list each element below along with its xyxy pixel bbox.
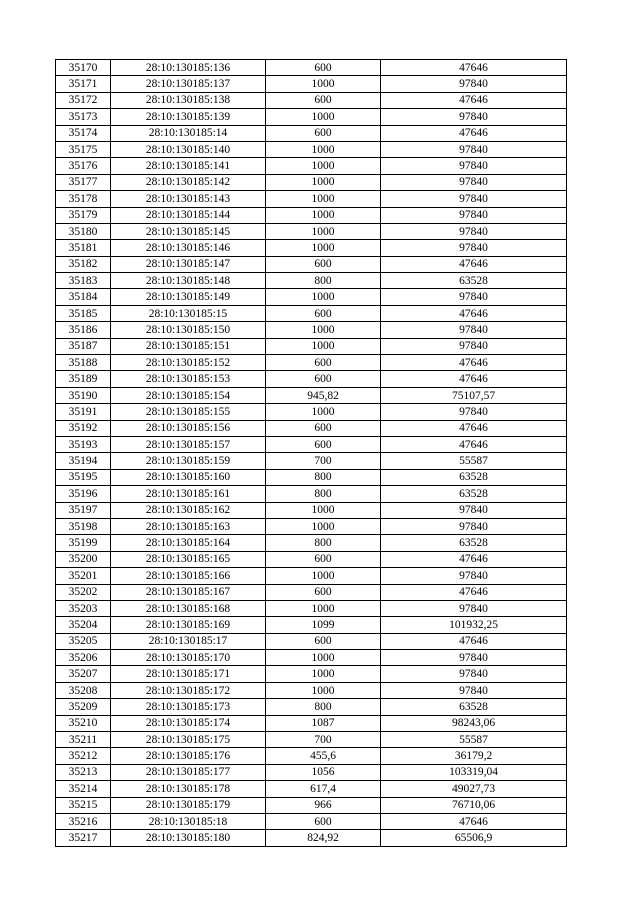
- table-row: [56, 240, 567, 256]
- row-number-cell: 35217: [56, 830, 111, 846]
- area-cell: 1000: [266, 666, 381, 682]
- cadastral-number-cell: 28:10:130185:173: [111, 699, 266, 715]
- table-row: [56, 584, 567, 600]
- area-cell: 1000: [266, 518, 381, 534]
- area-cell: 945,82: [266, 387, 381, 403]
- value-cell: 98243,06: [381, 715, 567, 731]
- cadastral-number-cell: 28:10:130185:142: [111, 174, 266, 190]
- table-row: [56, 174, 567, 190]
- value-cell: 97840: [381, 404, 567, 420]
- table-row: [56, 732, 567, 748]
- row-number-cell: 35200: [56, 551, 111, 567]
- cadastral-number-cell: 28:10:130185:178: [111, 781, 266, 797]
- cadastral-number-cell: 28:10:130185:177: [111, 764, 266, 780]
- table-row: [56, 682, 567, 698]
- row-number-cell: 35184: [56, 289, 111, 305]
- cadastral-number-cell: 28:10:130185:166: [111, 568, 266, 584]
- value-cell: 47646: [381, 305, 567, 321]
- table-row: [56, 781, 567, 797]
- row-number-cell: 35175: [56, 141, 111, 157]
- value-cell: 97840: [381, 502, 567, 518]
- cadastral-number-cell: 28:10:130185:145: [111, 223, 266, 239]
- value-cell: 55587: [381, 732, 567, 748]
- row-number-cell: 35190: [56, 387, 111, 403]
- table-row: [56, 109, 567, 125]
- cadastral-number-cell: 28:10:130185:155: [111, 404, 266, 420]
- table-row: [56, 617, 567, 633]
- table-row: [56, 256, 567, 272]
- row-number-cell: 35206: [56, 650, 111, 666]
- row-number-cell: 35191: [56, 404, 111, 420]
- table-row: [56, 60, 567, 76]
- table-row: [56, 797, 567, 813]
- cadastral-number-cell: 28:10:130185:153: [111, 371, 266, 387]
- table-row: [56, 273, 567, 289]
- area-cell: 1087: [266, 715, 381, 731]
- area-cell: 600: [266, 371, 381, 387]
- value-cell: 47646: [381, 355, 567, 371]
- table-row: [56, 289, 567, 305]
- cadastral-number-cell: 28:10:130185:154: [111, 387, 266, 403]
- row-number-cell: 35211: [56, 732, 111, 748]
- cadastral-number-cell: 28:10:130185:171: [111, 666, 266, 682]
- row-number-cell: 35209: [56, 699, 111, 715]
- value-cell: 63528: [381, 469, 567, 485]
- row-number-cell: 35181: [56, 240, 111, 256]
- row-number-cell: 35178: [56, 191, 111, 207]
- row-number-cell: 35194: [56, 453, 111, 469]
- table-row: [56, 764, 567, 780]
- area-cell: 600: [266, 436, 381, 452]
- table-row: [56, 551, 567, 567]
- area-cell: 700: [266, 453, 381, 469]
- table-row: [56, 191, 567, 207]
- value-cell: 49027,73: [381, 781, 567, 797]
- value-cell: 97840: [381, 338, 567, 354]
- area-cell: 1000: [266, 682, 381, 698]
- cadastral-number-cell: 28:10:130185:180: [111, 830, 266, 846]
- cadastral-number-cell: 28:10:130185:163: [111, 518, 266, 534]
- area-cell: 1056: [266, 764, 381, 780]
- row-number-cell: 35199: [56, 535, 111, 551]
- table-row: [56, 748, 567, 764]
- cadastral-number-cell: 28:10:130185:149: [111, 289, 266, 305]
- area-cell: 1000: [266, 600, 381, 616]
- area-cell: 824,92: [266, 830, 381, 846]
- row-number-cell: 35189: [56, 371, 111, 387]
- row-number-cell: 35179: [56, 207, 111, 223]
- value-cell: 47646: [381, 125, 567, 141]
- cadastral-number-cell: 28:10:130185:139: [111, 109, 266, 125]
- cadastral-number-cell: 28:10:130185:151: [111, 338, 266, 354]
- cadastral-number-cell: 28:10:130185:169: [111, 617, 266, 633]
- area-cell: 800: [266, 469, 381, 485]
- area-cell: 800: [266, 535, 381, 551]
- value-cell: 47646: [381, 60, 567, 76]
- table-row: [56, 486, 567, 502]
- value-cell: 47646: [381, 551, 567, 567]
- area-cell: 1000: [266, 568, 381, 584]
- area-cell: 600: [266, 305, 381, 321]
- table-row: [56, 420, 567, 436]
- area-cell: 600: [266, 92, 381, 108]
- area-cell: 1000: [266, 141, 381, 157]
- row-number-cell: 35215: [56, 797, 111, 813]
- value-cell: 47646: [381, 436, 567, 452]
- value-cell: 63528: [381, 486, 567, 502]
- cadastral-number-cell: 28:10:130185:136: [111, 60, 266, 76]
- row-number-cell: 35185: [56, 305, 111, 321]
- cadastral-number-cell: 28:10:130185:161: [111, 486, 266, 502]
- value-cell: 97840: [381, 223, 567, 239]
- row-number-cell: 35198: [56, 518, 111, 534]
- cadastral-number-cell: 28:10:130185:14: [111, 125, 266, 141]
- area-cell: 1000: [266, 322, 381, 338]
- area-cell: 600: [266, 60, 381, 76]
- row-number-cell: 35196: [56, 486, 111, 502]
- row-number-cell: 35216: [56, 813, 111, 829]
- cadastral-number-cell: 28:10:130185:147: [111, 256, 266, 272]
- area-cell: 1000: [266, 338, 381, 354]
- row-number-cell: 35192: [56, 420, 111, 436]
- value-cell: 65506,9: [381, 830, 567, 846]
- cadastral-number-cell: 28:10:130185:140: [111, 141, 266, 157]
- area-cell: 1000: [266, 289, 381, 305]
- table-row: [56, 141, 567, 157]
- row-number-cell: 35202: [56, 584, 111, 600]
- value-cell: 97840: [381, 174, 567, 190]
- table-row: [56, 305, 567, 321]
- area-cell: 1000: [266, 174, 381, 190]
- cadastral-number-cell: 28:10:130185:150: [111, 322, 266, 338]
- value-cell: 97840: [381, 322, 567, 338]
- value-cell: 97840: [381, 666, 567, 682]
- area-cell: 800: [266, 273, 381, 289]
- cadastral-number-cell: 28:10:130185:168: [111, 600, 266, 616]
- cadastral-number-cell: 28:10:130185:144: [111, 207, 266, 223]
- value-cell: 101932,25: [381, 617, 567, 633]
- cadastral-number-cell: 28:10:130185:175: [111, 732, 266, 748]
- area-cell: 1000: [266, 502, 381, 518]
- value-cell: 97840: [381, 158, 567, 174]
- value-cell: 63528: [381, 699, 567, 715]
- cadastral-number-cell: 28:10:130185:176: [111, 748, 266, 764]
- value-cell: 97840: [381, 207, 567, 223]
- area-cell: 455,6: [266, 748, 381, 764]
- value-cell: 47646: [381, 584, 567, 600]
- row-number-cell: 35205: [56, 633, 111, 649]
- table-row: [56, 568, 567, 584]
- row-number-cell: 35182: [56, 256, 111, 272]
- area-cell: 1099: [266, 617, 381, 633]
- row-number-cell: 35212: [56, 748, 111, 764]
- row-number-cell: 35177: [56, 174, 111, 190]
- value-cell: 63528: [381, 273, 567, 289]
- table-row: [56, 469, 567, 485]
- table-row: [56, 453, 567, 469]
- row-number-cell: 35176: [56, 158, 111, 174]
- area-cell: 700: [266, 732, 381, 748]
- row-number-cell: 35201: [56, 568, 111, 584]
- cadastral-number-cell: 28:10:130185:167: [111, 584, 266, 600]
- table-row: [56, 813, 567, 829]
- area-cell: 617,4: [266, 781, 381, 797]
- area-cell: 966: [266, 797, 381, 813]
- row-number-cell: 35203: [56, 600, 111, 616]
- value-cell: 97840: [381, 518, 567, 534]
- table-row: [56, 76, 567, 92]
- cadastral-number-cell: 28:10:130185:174: [111, 715, 266, 731]
- table-row: [56, 518, 567, 534]
- area-cell: 600: [266, 420, 381, 436]
- area-cell: 1000: [266, 109, 381, 125]
- cadastral-number-cell: 28:10:130185:148: [111, 273, 266, 289]
- area-cell: 1000: [266, 76, 381, 92]
- cadastral-number-cell: 28:10:130185:15: [111, 305, 266, 321]
- table-row: [56, 223, 567, 239]
- value-cell: 97840: [381, 240, 567, 256]
- row-number-cell: 35204: [56, 617, 111, 633]
- table-row: [56, 502, 567, 518]
- row-number-cell: 35170: [56, 60, 111, 76]
- cadastral-number-cell: 28:10:130185:179: [111, 797, 266, 813]
- row-number-cell: 35208: [56, 682, 111, 698]
- cadastral-number-cell: 28:10:130185:138: [111, 92, 266, 108]
- table-row: [56, 633, 567, 649]
- area-cell: 1000: [266, 240, 381, 256]
- value-cell: 47646: [381, 371, 567, 387]
- cadastral-number-cell: 28:10:130185:156: [111, 420, 266, 436]
- table-row: [56, 830, 567, 846]
- table-row: [56, 338, 567, 354]
- table-row: [56, 404, 567, 420]
- row-number-cell: 35183: [56, 273, 111, 289]
- area-cell: 600: [266, 813, 381, 829]
- value-cell: 97840: [381, 289, 567, 305]
- table-row: [56, 715, 567, 731]
- data-table: [55, 59, 567, 847]
- area-cell: 1000: [266, 404, 381, 420]
- cadastral-number-cell: 28:10:130185:160: [111, 469, 266, 485]
- row-number-cell: 35186: [56, 322, 111, 338]
- cadastral-number-cell: 28:10:130185:170: [111, 650, 266, 666]
- cadastral-number-cell: 28:10:130185:18: [111, 813, 266, 829]
- cadastral-number-cell: 28:10:130185:165: [111, 551, 266, 567]
- value-cell: 47646: [381, 420, 567, 436]
- value-cell: 55587: [381, 453, 567, 469]
- cadastral-number-cell: 28:10:130185:164: [111, 535, 266, 551]
- value-cell: 75107,57: [381, 387, 567, 403]
- cadastral-number-cell: 28:10:130185:157: [111, 436, 266, 452]
- value-cell: 36179,2: [381, 748, 567, 764]
- cadastral-number-cell: 28:10:130185:152: [111, 355, 266, 371]
- value-cell: 97840: [381, 600, 567, 616]
- row-number-cell: 35180: [56, 223, 111, 239]
- area-cell: 600: [266, 551, 381, 567]
- value-cell: 47646: [381, 256, 567, 272]
- row-number-cell: 35174: [56, 125, 111, 141]
- area-cell: 800: [266, 699, 381, 715]
- table-row: [56, 436, 567, 452]
- area-cell: 1000: [266, 191, 381, 207]
- table-row: [56, 650, 567, 666]
- table-row: [56, 322, 567, 338]
- cadastral-number-cell: 28:10:130185:137: [111, 76, 266, 92]
- value-cell: 76710,06: [381, 797, 567, 813]
- row-number-cell: 35187: [56, 338, 111, 354]
- value-cell: 63528: [381, 535, 567, 551]
- table-row: [56, 125, 567, 141]
- area-cell: 1000: [266, 223, 381, 239]
- row-number-cell: 35214: [56, 781, 111, 797]
- table-body: [56, 60, 567, 847]
- value-cell: 97840: [381, 568, 567, 584]
- row-number-cell: 35173: [56, 109, 111, 125]
- area-cell: 1000: [266, 158, 381, 174]
- cadastral-number-cell: 28:10:130185:172: [111, 682, 266, 698]
- table-row: [56, 355, 567, 371]
- row-number-cell: 35193: [56, 436, 111, 452]
- area-cell: 800: [266, 486, 381, 502]
- area-cell: 600: [266, 256, 381, 272]
- row-number-cell: 35197: [56, 502, 111, 518]
- table-row: [56, 600, 567, 616]
- cadastral-number-cell: 28:10:130185:141: [111, 158, 266, 174]
- table-row: [56, 371, 567, 387]
- cadastral-number-cell: 28:10:130185:17: [111, 633, 266, 649]
- area-cell: 600: [266, 355, 381, 371]
- cadastral-number-cell: 28:10:130185:162: [111, 502, 266, 518]
- area-cell: 600: [266, 125, 381, 141]
- cadastral-number-cell: 28:10:130185:143: [111, 191, 266, 207]
- value-cell: 97840: [381, 109, 567, 125]
- table-row: [56, 666, 567, 682]
- table-row: [56, 92, 567, 108]
- area-cell: 600: [266, 633, 381, 649]
- area-cell: 600: [266, 584, 381, 600]
- row-number-cell: 35213: [56, 764, 111, 780]
- value-cell: 97840: [381, 141, 567, 157]
- row-number-cell: 35210: [56, 715, 111, 731]
- value-cell: 97840: [381, 682, 567, 698]
- cadastral-number-cell: 28:10:130185:146: [111, 240, 266, 256]
- value-cell: 97840: [381, 191, 567, 207]
- row-number-cell: 35188: [56, 355, 111, 371]
- table-row: [56, 699, 567, 715]
- area-cell: 1000: [266, 650, 381, 666]
- value-cell: 103319,04: [381, 764, 567, 780]
- table-row: [56, 158, 567, 174]
- row-number-cell: 35172: [56, 92, 111, 108]
- area-cell: 1000: [266, 207, 381, 223]
- row-number-cell: 35207: [56, 666, 111, 682]
- row-number-cell: 35171: [56, 76, 111, 92]
- value-cell: 97840: [381, 650, 567, 666]
- table-row: [56, 387, 567, 403]
- table-row: [56, 207, 567, 223]
- value-cell: 47646: [381, 813, 567, 829]
- value-cell: 97840: [381, 76, 567, 92]
- row-number-cell: 35195: [56, 469, 111, 485]
- cadastral-number-cell: 28:10:130185:159: [111, 453, 266, 469]
- table-row: [56, 535, 567, 551]
- value-cell: 47646: [381, 92, 567, 108]
- value-cell: 47646: [381, 633, 567, 649]
